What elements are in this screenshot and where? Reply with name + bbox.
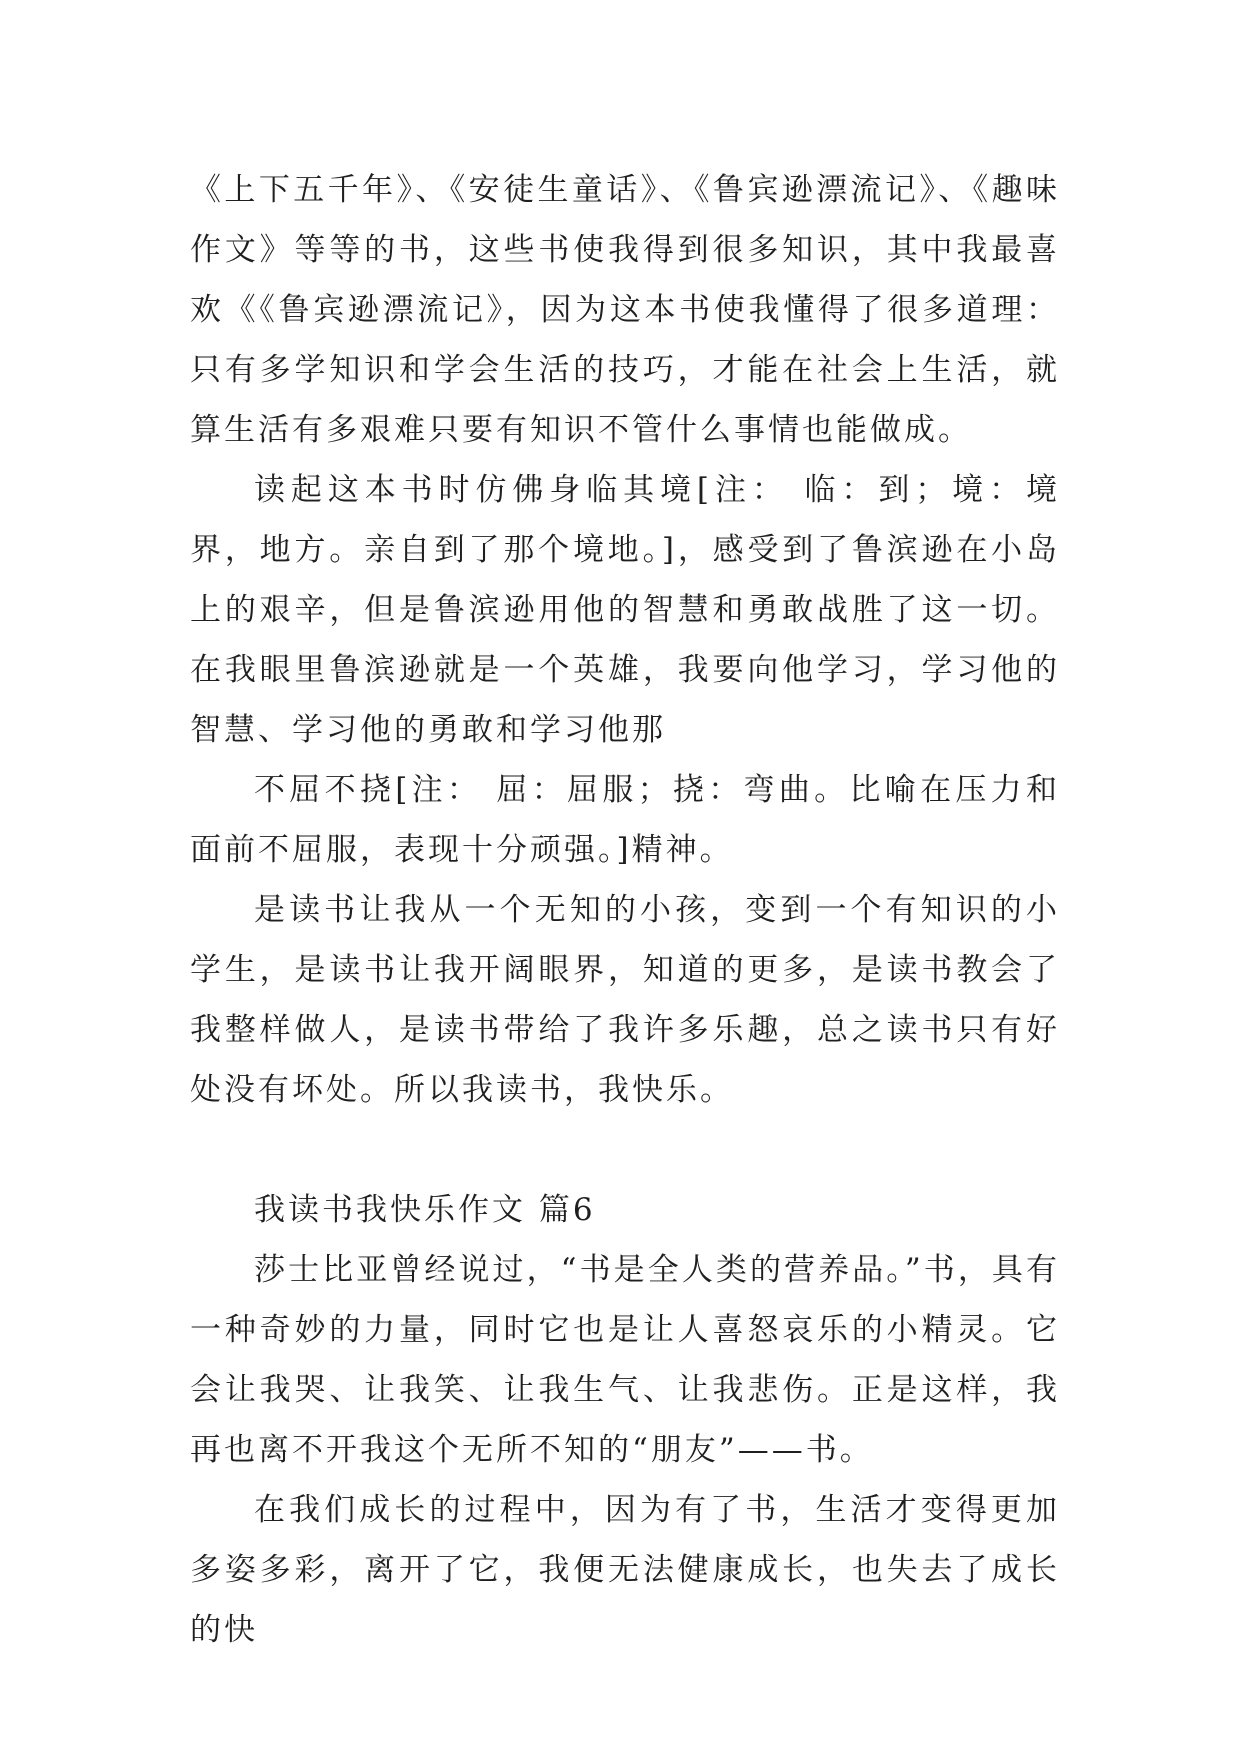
paragraph-4: 是读书让我从一个无知的小孩，变到一个有知识的小学生，是读书让我开阔眼界，知道的更多，是读书教会了我整样做人，是读书带给了我许多乐趣，总之读书只有好处没有坏处。所以我读书，我快乐。: [190, 892, 1060, 1108]
document-body: [190, 160, 1060, 1660]
paragraph-2: 读起这本书时仿佛身临其境[注： 临：到；境：境界，地方。亲自到了那个境地。]，感受到了鲁滨逊在小岛上的艰辛，但是鲁滨逊用他的智慧和勇敢战胜了这一切。在我眼里鲁滨逊就是一个英雄，我要向他学习，学习他的智慧、学习他的勇敢和学习他那: [190, 472, 1060, 748]
paragraph-3: 不屈不挠[注： 屈：屈服；挠：弯曲。比喻在压力和面前不屈服，表现十分顽强。]精神。: [190, 772, 1060, 868]
paragraph-5: 莎士比亚曾经说过，“书是全人类的营养品。”书，具有一种奇妙的力量，同时它也是让人喜怒哀乐的小精灵。它会让我哭、让我笑、让我生气、让我悲伤。正是这样，我再也离不开我这个无所不知的“朋友”——书。: [190, 1252, 1060, 1468]
paragraph-6: 在我们成长的过程中，因为有了书，生活才变得更加多姿多彩，离开了它，我便无法健康成长，也失去了成长的快: [190, 1492, 1060, 1648]
paragraph-1: 《上下五千年》、《安徒生童话》、《鲁宾逊漂流记》、《趣味作文》等等的书，这些书使我得到很多知识，其中我最喜欢《《鲁宾逊漂流记》，因为这本书使我懂得了很多道理：只有多学知识和学会生活的技巧，才能在社会上生活，就算生活有多艰难只要有知识不管什么事情也能做成。: [190, 172, 1060, 448]
section-heading: 我读书我快乐作文 篇6: [254, 1192, 596, 1228]
